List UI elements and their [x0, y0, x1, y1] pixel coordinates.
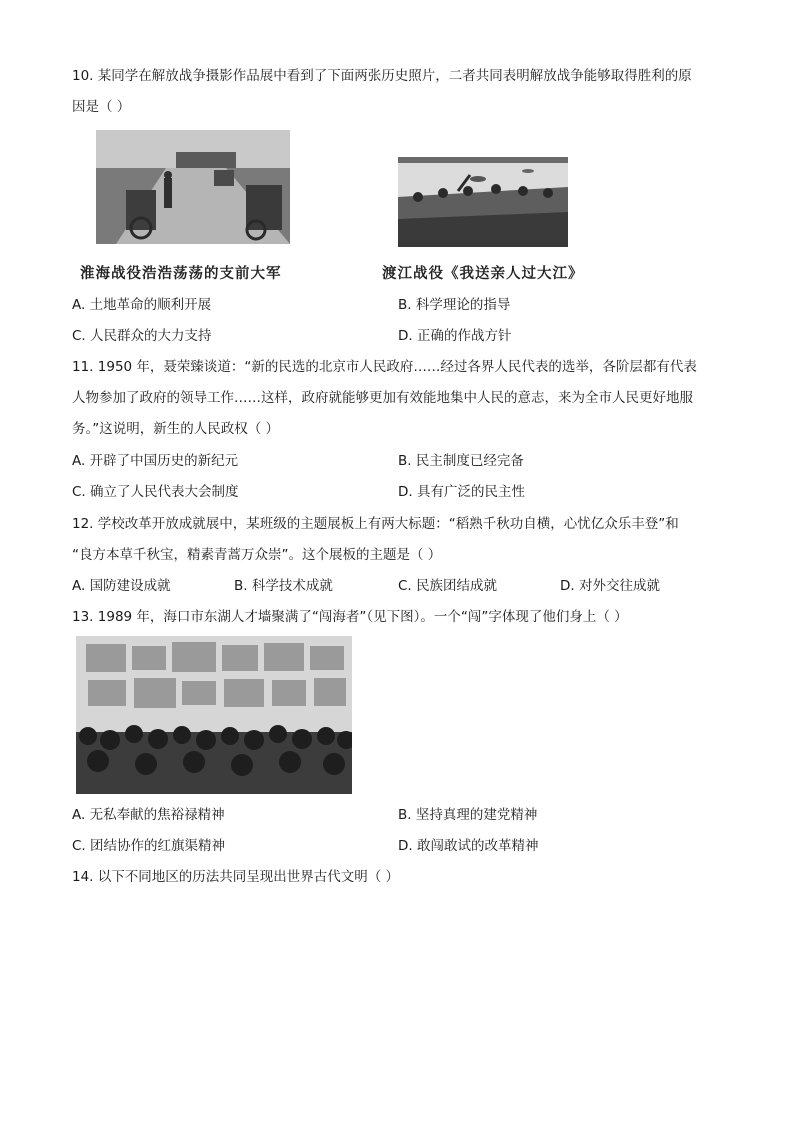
- q10-caption-left: 淮海战役浩浩荡荡的支前大军: [80, 265, 282, 282]
- q12-option-a[interactable]: A. 国防建设成就: [72, 578, 171, 594]
- q12-option-c[interactable]: C. 民族团结成就: [398, 578, 498, 594]
- q11-stem-line3: 务。”这说明，新生的人民政权（ ）: [72, 421, 280, 437]
- q12-stem-line1: 12. 学校改革开放成就展中，某班级的主题展板上有两大标题：“稻熟千秋功自横，心忧亿众乐丰登”和: [72, 516, 679, 532]
- q13-stem-line1: 13. 1989 年，海口市东湖人才墙聚满了“闯海者”（见下图）。一个“闯”字体现了他们身上（ ）: [72, 609, 628, 625]
- q10-option-b[interactable]: B. 科学理论的指导: [398, 297, 511, 313]
- q11-option-d[interactable]: D. 具有广泛的民主性: [398, 484, 525, 500]
- q10-caption-right: 渡江战役《我送亲人过大江》: [382, 265, 584, 282]
- q13-option-c[interactable]: C. 团结协作的红旗渠精神: [72, 838, 226, 854]
- q13-option-b[interactable]: B. 坚持真理的建党精神: [398, 807, 538, 823]
- q10-option-d[interactable]: D. 正确的作战方针: [398, 328, 512, 344]
- q12-option-b[interactable]: B. 科学技术成就: [234, 578, 333, 594]
- q11-option-b[interactable]: B. 民主制度已经完备: [398, 453, 524, 469]
- q12-option-d[interactable]: D. 对外交往成就: [560, 578, 660, 594]
- dujiang-photo: [398, 157, 568, 247]
- q10-option-a[interactable]: A. 土地革命的顺利开展: [72, 297, 212, 313]
- haikou-talent-wall-photo: [76, 636, 352, 794]
- q10-stem-line1: 10. 某同学在解放战争摄影作品展中看到了下面两张历史照片，二者共同表明解放战争能够取得胜利的原: [72, 68, 692, 84]
- huaihai-photo: [96, 130, 290, 244]
- q11-stem-line1: 11. 1950 年，聂荣臻谈道：“新的民选的北京市人民政府……经过各界人民代表的选举，各阶层都有代表: [72, 359, 697, 375]
- q10-stem-line2: 因是（ ）: [72, 99, 131, 115]
- q11-option-c[interactable]: C. 确立了人民代表大会制度: [72, 484, 239, 500]
- q14-stem-line1: 14. 以下不同地区的历法共同呈现出世界古代文明（ ）: [72, 869, 400, 885]
- q12-stem-line2: “良方本草千秋宝，精素青蒿万众崇”。这个展板的主题是（ ）: [72, 547, 442, 563]
- q13-option-d[interactable]: D. 敢闯敢试的改革精神: [398, 838, 539, 854]
- q10-option-c[interactable]: C. 人民群众的大力支持: [72, 328, 212, 344]
- q11-option-a[interactable]: A. 开辟了中国历史的新纪元: [72, 453, 239, 469]
- q11-stem-line2: 人物参加了政府的领导工作……这样，政府就能够更加有效能地集中人民的意志，来为全市人民更好地服: [72, 390, 693, 406]
- q13-option-a[interactable]: A. 无私奉献的焦裕禄精神: [72, 807, 225, 823]
